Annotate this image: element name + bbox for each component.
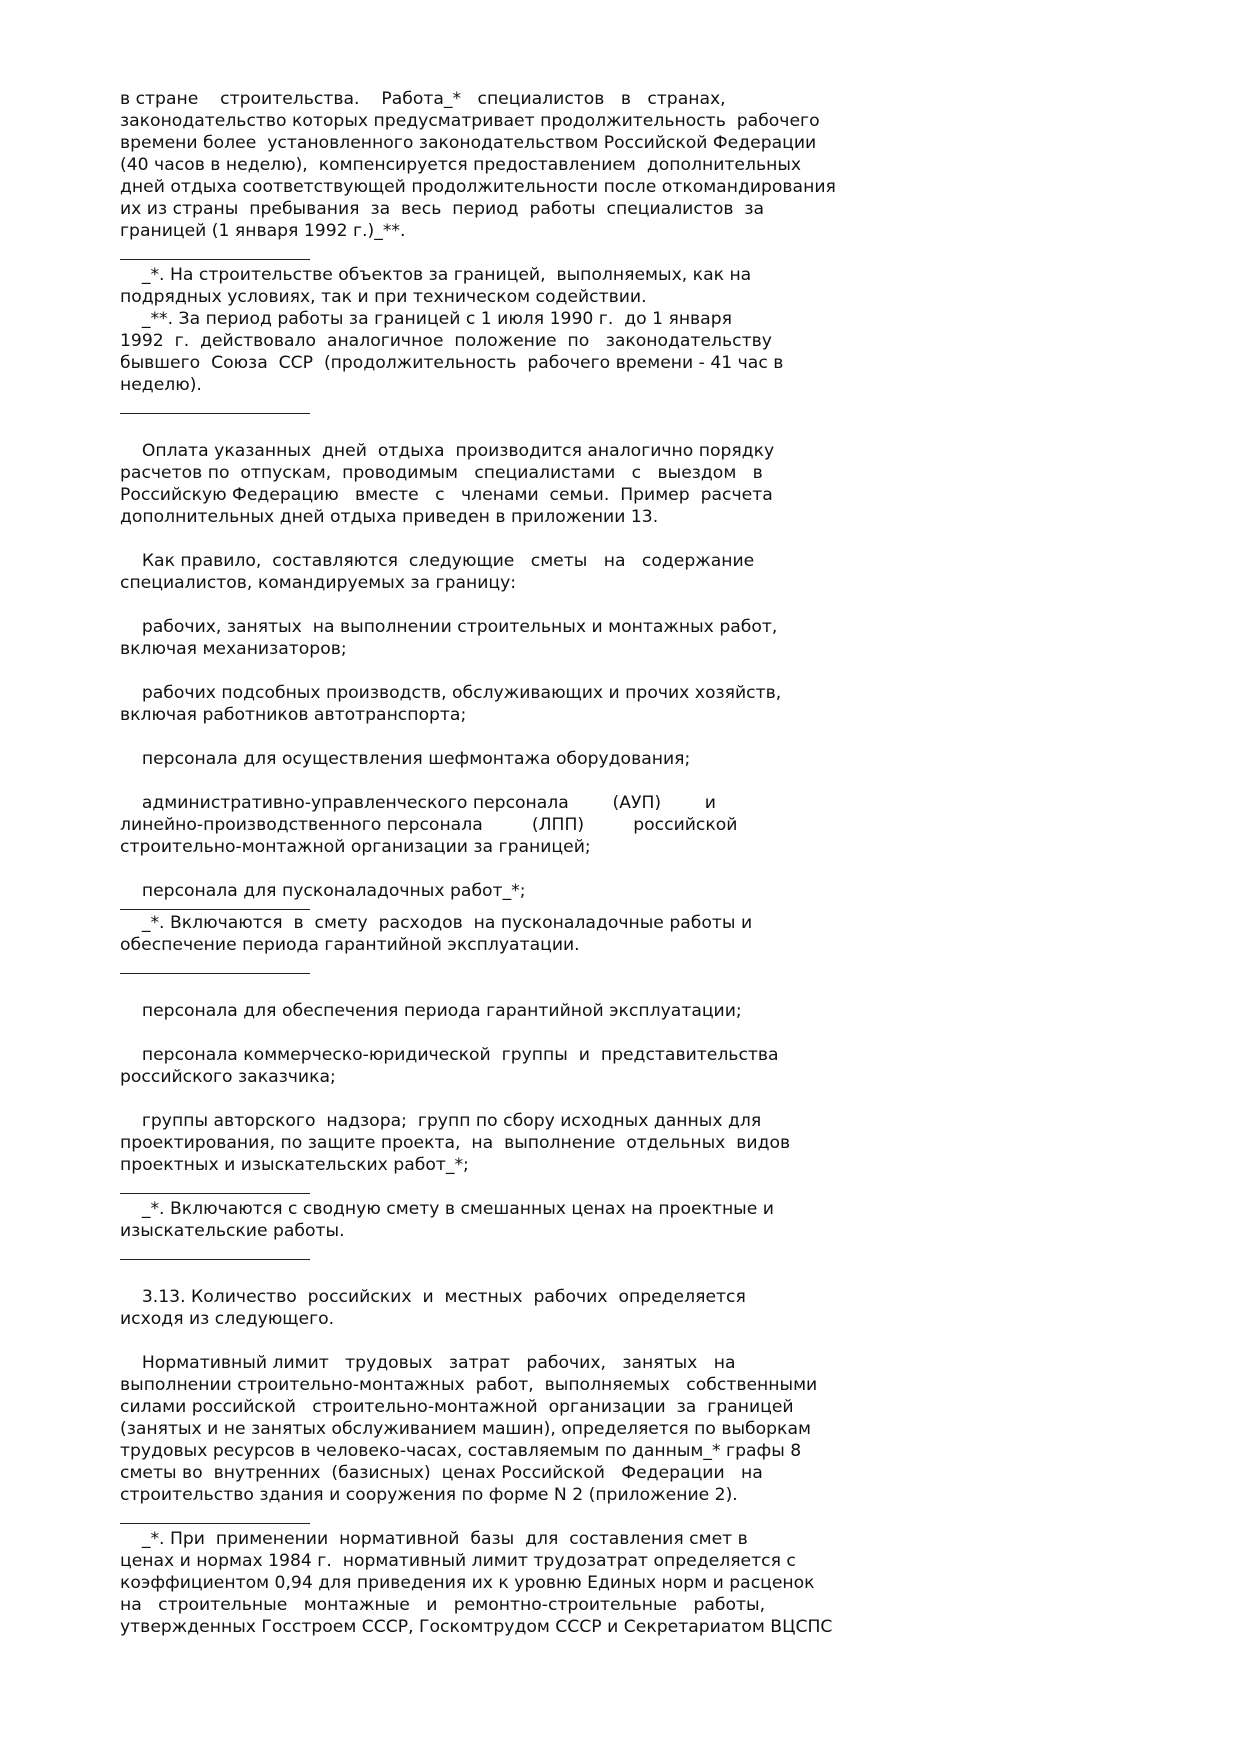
text-line: строительно-монтажной организации за границей; (120, 837, 591, 857)
list-item (120, 1110, 1120, 1176)
footnote-line: бывшего Союза ССР (продолжительность рабочего времени - 41 час в (120, 353, 784, 373)
footnote-rule (120, 242, 1120, 264)
footnote-line: подрядных условиях, так и при техническом содействии. (120, 287, 647, 307)
text-line: Российскую Федерацию вместе с членами семьи. Пример расчета (120, 485, 773, 505)
footnote-line: _*. Включаются с сводную смету в смешанных ценах на проектные и (120, 1199, 774, 1219)
text-line: включая механизаторов; (120, 639, 347, 659)
text-line: законодательство которых предусматривает продолжительность рабочего (120, 111, 820, 131)
text-line: группы авторского надзора; групп по сбору исходных данных для (120, 1111, 762, 1131)
text-line: трудовых ресурсов в человеко-часах, составляемым по данным_* графы 8 (120, 1441, 802, 1461)
footnote-rule (120, 1242, 1120, 1264)
text-line: расчетов по отпускам, проводимым специалистами с выездом в (120, 463, 763, 483)
list-item (120, 616, 1120, 660)
payment-paragraph (120, 440, 1120, 528)
normative-paragraph (120, 1352, 1120, 1506)
text-line: специалистов, командируемых за границу: (120, 573, 517, 593)
footnote-block (120, 1198, 1120, 1242)
estimates-intro-paragraph (120, 550, 1120, 594)
list-item (120, 792, 1120, 858)
document-page (120, 88, 1120, 1638)
list-item (120, 880, 1120, 902)
text-line: (занятых и не занятых обслуживанием машин), определяется по выборкам (120, 1419, 811, 1439)
footnote-line: ценах и нормах 1984 г. нормативный лимит трудозатрат определяется с (120, 1551, 796, 1571)
text-line: выполнении строительно-монтажных работ, выполняемых собственными (120, 1375, 818, 1395)
footnote-line: _*. При применении нормативной базы для составления смет в (120, 1529, 748, 1549)
footnote-line: _*. На строительстве объектов за границей, выполняемых, как на (120, 265, 752, 285)
footnote-line: утвержденных Госстроем СССР, Госкомтрудом СССР и Секретариатом ВЦСПС (120, 1617, 833, 1637)
text-line: дней отдыха соответствующей продолжительности после откомандирования (120, 177, 836, 197)
footnote-line: _*. Включаются в смету расходов на пусконаладочные работы и (120, 913, 753, 933)
text-line: проектных и изыскательских работ_*; (120, 1155, 469, 1175)
text-line: их из страны пребывания за весь период работы специалистов за (120, 199, 765, 219)
footnote-rule (120, 956, 1120, 978)
footnote-line: 1992 г. действовало аналогичное положение по законодательству (120, 331, 772, 351)
text-line: Нормативный лимит трудовых затрат рабочих, занятых на (120, 1353, 736, 1373)
footnote-line: неделю). (120, 375, 202, 395)
footnote-block (120, 912, 1120, 956)
text-line: проектирования, по защите проекта, на выполнение отдельных видов (120, 1133, 791, 1153)
footnote-line: коэффициентом 0,94 для приведения их к уровню Единых норм и расценок (120, 1573, 815, 1593)
text-line: линейно-производственного персонала (ЛПП) российской (120, 815, 738, 835)
text-line: персонала для осуществления шефмонтажа оборудования; (120, 749, 691, 769)
text-line: рабочих подсобных производств, обслуживающих и прочих хозяйств, (120, 683, 782, 703)
text-line: силами российской строительно-монтажной организации за границей (120, 1397, 794, 1417)
section-3-13-paragraph (120, 1286, 1120, 1330)
footnote-rule (120, 396, 1120, 418)
text-line: российского заказчика; (120, 1067, 336, 1087)
list-item (120, 748, 1120, 770)
footnote-rule (120, 1506, 1120, 1528)
text-line: рабочих, занятых на выполнении строительных и монтажных работ, (120, 617, 778, 637)
text-line: Оплата указанных дней отдыха производится аналогично порядку (120, 441, 775, 461)
list-item (120, 1000, 1120, 1022)
list-item (120, 1044, 1120, 1088)
list-item (120, 682, 1120, 726)
footnote-line: _**. За период работы за границей с 1 июля 1990 г. до 1 января (120, 309, 732, 329)
footnote-line: изыскательские работы. (120, 1221, 345, 1241)
text-line: включая работников автотранспорта; (120, 705, 467, 725)
footnote-block (120, 1528, 1120, 1638)
text-line: границей (1 января 1992 г.)_**. (120, 221, 406, 241)
intro-paragraph (120, 88, 1120, 242)
text-line: в стране строительства. Работа_* специалистов в странах, (120, 89, 726, 109)
text-line: времени более установленного законодательством Российской Федерации (120, 133, 817, 153)
footnote-line: обеспечение периода гарантийной эксплуатации. (120, 935, 580, 955)
text-line: строительство здания и сооружения по форме N 2 (приложение 2). (120, 1485, 738, 1505)
text-line: сметы во внутренних (базисных) ценах Российской Федерации на (120, 1463, 763, 1483)
text-line: персонала для обеспечения периода гарантийной эксплуатации; (120, 1001, 742, 1021)
footnote-block (120, 264, 1120, 396)
text-line: Как правило, составляются следующие сметы на содержание (120, 551, 755, 571)
text-line: (40 часов в неделю), компенсируется предоставлением дополнительных (120, 155, 802, 175)
text-line: дополнительных дней отдыха приведен в приложении 13. (120, 507, 659, 527)
text-line: персонала для пусконаладочных работ_*; (120, 881, 526, 901)
footnote-rule (120, 902, 1120, 912)
footnote-rule (120, 1176, 1120, 1198)
footnote-line: на строительные монтажные и ремонтно-строительные работы, (120, 1595, 766, 1615)
text-line: исходя из следующего. (120, 1309, 335, 1329)
text-line: 3.13. Количество российских и местных рабочих определяется (120, 1287, 746, 1307)
text-line: административно-управленческого персонала (АУП) и (120, 793, 716, 813)
text-line: персонала коммерческо-юридической группы и представительства (120, 1045, 779, 1065)
